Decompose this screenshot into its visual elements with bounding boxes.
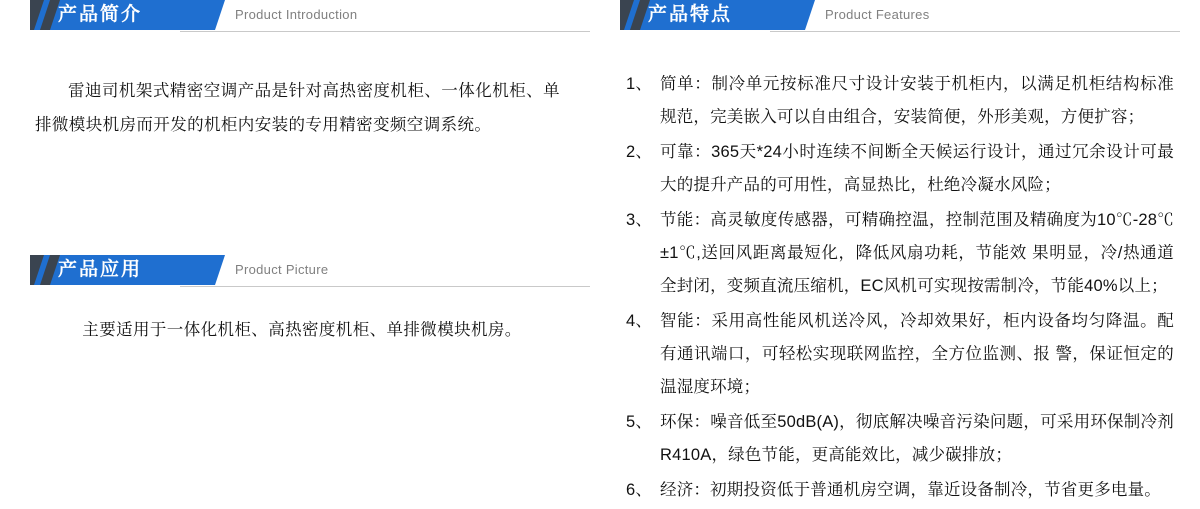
list-item-number: 1、 [626, 75, 653, 93]
section-title-cn: 产品特点 [648, 4, 733, 25]
list-item-number: 5、 [626, 413, 653, 431]
paragraph: 雷迪司机架式精密空调产品是针对高热密度机柜、一体化机柜、单排微模块机房而开发的机柜内安装的专用精密变频空调系统。 [35, 82, 560, 134]
list-item-text: 智能：采用高性能风机送冷风，冷却效果好，柜内设备均匀降温。配有通讯端口，可轻松实现联网监控，全方位监测、报 警，保证恒定的温湿度环境； [660, 312, 1174, 396]
list-item-text: 可靠：365天*24小时连续不间断全天候运行设计，通过冗余设计可最大的提升产品的可用性，高显热比，杜绝冷凝水风险； [660, 143, 1174, 194]
list-item-text: 经济：初期投资低于普通机房空调，靠近设备制冷，节省更多电量。 [660, 481, 1161, 499]
list-item [626, 136, 1174, 202]
list-item-text: 简单：制冷单元按标准尺寸设计安装于机柜内，以满足机柜结构标准规范，完美嵌入可以自由组合，安装简便，外形美观，方便扩容； [660, 75, 1174, 126]
list-item-number: 3、 [626, 211, 653, 229]
header-rule [770, 31, 1180, 32]
list-item [626, 474, 1174, 507]
list-item-text: 节能：高灵敏度传感器，可精确控温，控制范围及精确度为10℃-28℃±1℃,送回风距离最短化，降低风扇功耗，节能效 果明显，冷/热通道全封闭，变频直流压缩机，EC风机可实现按需制冷，节能40%以上； [660, 211, 1174, 295]
section-header-product-introduction [30, 0, 590, 34]
banner-product-picture [30, 255, 176, 285]
paragraph: 主要适用于一体化机柜、高热密度机柜、单排微模块机房。 [82, 320, 522, 339]
header-rule [180, 286, 590, 287]
section-header-product-features [620, 0, 1180, 34]
list-item-number: 2、 [626, 143, 653, 161]
section-title-cn: 产品应用 [58, 258, 143, 280]
section-title-en: Product Introduction [235, 7, 358, 22]
section-title-cn: 产品简介 [58, 4, 143, 25]
product-picture-body [32, 313, 572, 347]
product-introduction-body [35, 74, 560, 142]
section-spacer [30, 159, 590, 255]
section-title-en: Product Features [825, 7, 930, 22]
left-column [30, 0, 590, 363]
list-item [626, 305, 1174, 404]
list-item-text: 环保：噪音低至50dB(A)，彻底解决噪音污染问题，可采用环保制冷剂R410A，绿色节能，更高能效比，减少碳排放； [660, 413, 1174, 464]
right-column [620, 0, 1180, 509]
banner-product-introduction [30, 0, 176, 30]
product-features-list [626, 68, 1174, 507]
section-header-product-picture [30, 255, 590, 289]
list-item [626, 204, 1174, 303]
list-item-number: 4、 [626, 312, 653, 330]
section-title-en: Product Picture [235, 261, 329, 277]
header-rule [180, 31, 590, 32]
list-item [626, 68, 1174, 134]
list-item-number: 6、 [626, 481, 653, 499]
banner-product-features [620, 0, 766, 30]
list-item [626, 406, 1174, 472]
